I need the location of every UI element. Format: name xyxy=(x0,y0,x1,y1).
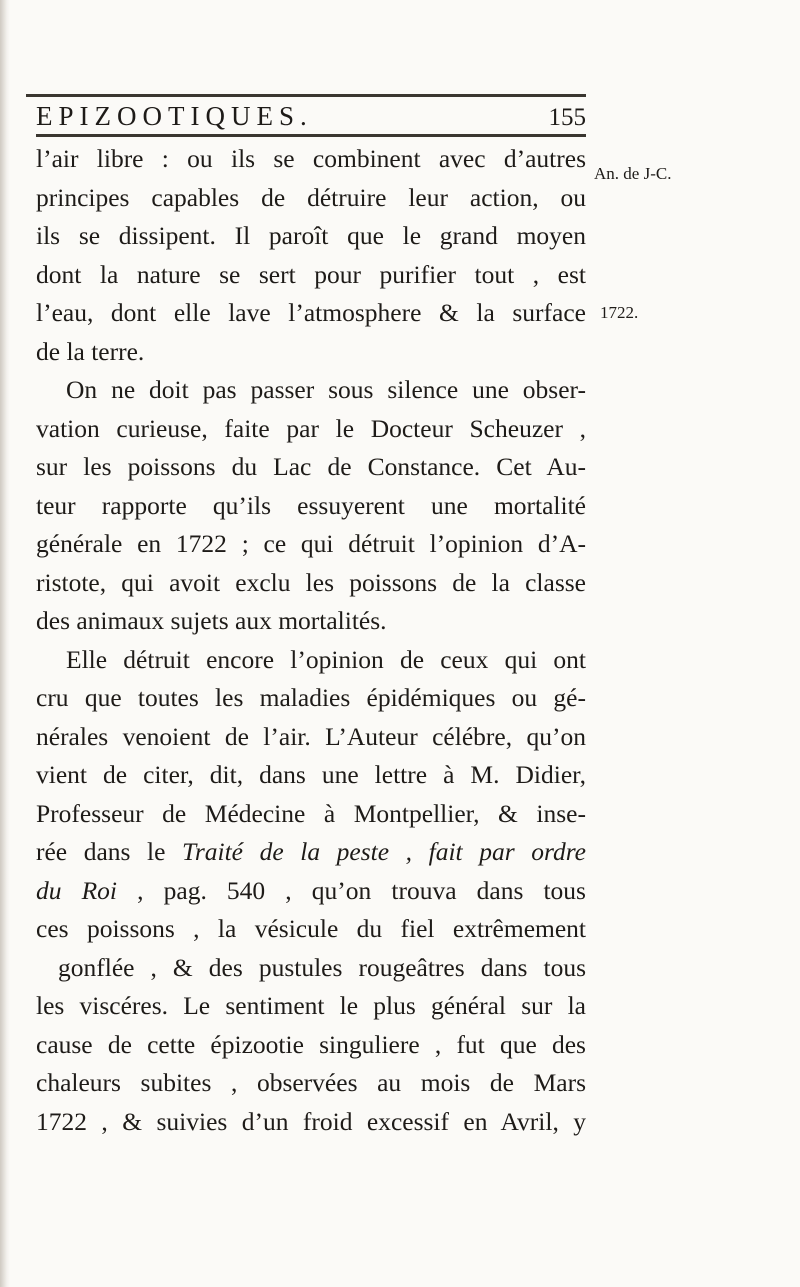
text-line: de la terre. xyxy=(36,336,145,366)
text-line xyxy=(36,872,586,911)
text-line: les viscéres. Le sentiment le plus général sur la xyxy=(36,991,586,1020)
text-line: teur rapporte qu’ils essuyerent une mortalité xyxy=(36,490,586,520)
text-line: cru que toutes les maladies épidémiques ou gé- xyxy=(36,683,586,712)
text-line: ils se dissipent. Il paroît que le grand moyen xyxy=(36,221,586,250)
text-line: gonflée , & des pustules rougeâtres dans tous xyxy=(58,952,586,982)
text-line: 1722 , & suivies d’un froid excessif en Avril, y xyxy=(36,1106,586,1136)
header-rule-bottom xyxy=(36,134,586,137)
text-run: , pag. 540 , qu’on trouva dans tous xyxy=(117,875,586,905)
text-line: principes capables de détruire leur action, ou xyxy=(36,182,586,212)
page-number: 155 xyxy=(548,104,586,131)
running-title: EPIZOOTIQUES. xyxy=(36,101,313,131)
text-line: sur les poissons du Lac de Constance. Cet Au- xyxy=(36,452,586,481)
text-line: vation curieuse, faite par le Docteur Scheuzer , xyxy=(36,413,586,443)
body-text xyxy=(36,140,586,1141)
page-edge-shadow xyxy=(0,0,10,1287)
text-line: des animaux sujets aux mortalités. xyxy=(36,606,387,635)
text-line: ces poissons , la vésicule du fiel extrêmement xyxy=(36,914,586,943)
text-line: dont la nature se sert pour purifier tout , est xyxy=(36,259,586,289)
running-head xyxy=(36,98,586,134)
paragraph-start: Elle détruit encore l’opinion de ceux qui ont xyxy=(66,644,586,674)
text-line xyxy=(36,833,586,872)
paragraph-start: On ne doit pas passer sous silence une obser- xyxy=(66,375,586,404)
text-line: ristote, qui avoit exclu les poissons de la classe xyxy=(36,567,586,597)
header-rule-top xyxy=(26,94,586,97)
text-line: Professeur de Médecine à Montpellier, & inse- xyxy=(36,798,586,828)
margin-note-year: 1722. xyxy=(600,303,639,322)
text-line: générale en 1722 ; ce qui détruit l’opinion d’A- xyxy=(36,529,586,558)
text-line: l’eau, dont elle lave l’atmosphere & la surface xyxy=(36,298,586,327)
text-run: rée dans le xyxy=(36,837,183,866)
margin-note-date-era: An. de J-C. xyxy=(594,164,672,183)
text-line: l’air libre : ou ils se combinent avec d’autres xyxy=(36,144,586,173)
text-line: vient de citer, dit, dans une lettre à M. Didier, xyxy=(36,760,586,789)
italic-title: Traité de la peste , fait par ordre xyxy=(182,837,586,866)
text-line: chaleurs subites , observées au mois de Mars xyxy=(36,1068,586,1097)
text-line: nérales venoient de l’air. L’Auteur célébre, qu’on xyxy=(36,721,586,751)
italic-title: du Roi xyxy=(36,875,118,905)
text-line: cause de cette épizootie singuliere , fut que des xyxy=(36,1029,586,1059)
